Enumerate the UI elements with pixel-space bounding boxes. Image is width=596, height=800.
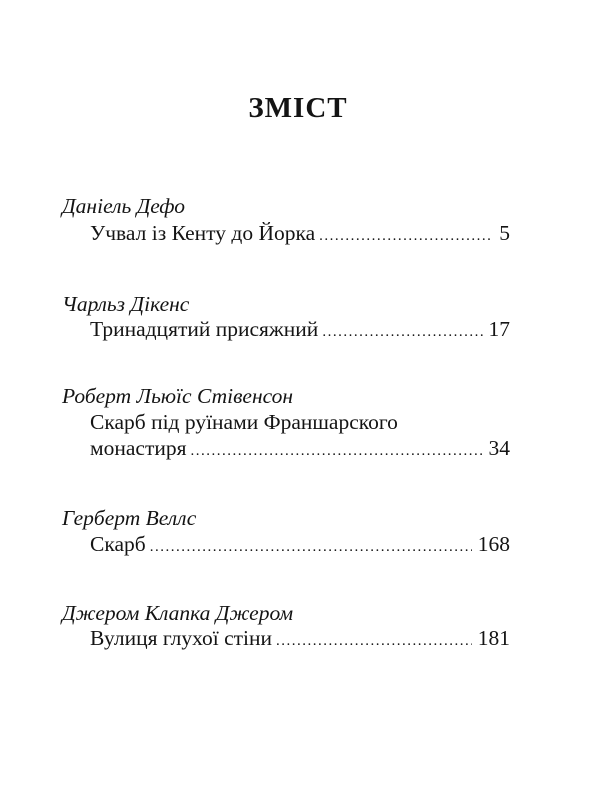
- page-number: 181: [477, 626, 510, 650]
- toc-line[interactable]: [90, 532, 510, 562]
- entry-author: Чарльз Дікенс: [62, 292, 190, 316]
- dot-leader: [191, 443, 483, 460]
- toc-line[interactable]: [90, 221, 510, 251]
- entry-author: Роберт Льюїс Стівенсон: [62, 384, 294, 408]
- page-number: 17: [488, 317, 510, 341]
- toc-line[interactable]: [90, 436, 510, 466]
- dot-leader: [319, 228, 493, 245]
- dot-leader: [322, 324, 482, 341]
- entry-author: Джером Клапка Джером: [62, 601, 294, 625]
- dot-leader: [150, 539, 472, 556]
- page-number: 34: [488, 436, 510, 460]
- dot-leader: [276, 633, 472, 650]
- entry-author: Даніель Дефо: [62, 194, 186, 218]
- entry-title: Вулиця глухої стіни: [90, 626, 273, 650]
- entry-title: Скарб: [90, 532, 146, 556]
- entry-title: монастиря: [90, 436, 187, 460]
- entry-title: Учвал із Кенту до Йорка: [90, 221, 316, 245]
- page-number: 5: [499, 221, 510, 245]
- entry-author: Герберт Веллс: [62, 506, 197, 530]
- page-number: 168: [477, 532, 510, 556]
- toc-line[interactable]: [90, 626, 510, 656]
- entry-title: Скарб під руїнами Франшарского: [90, 410, 398, 434]
- entry-title: Тринадцятий присяжний: [90, 317, 319, 341]
- contents-heading: ЗМІСТ: [248, 92, 348, 124]
- toc-line[interactable]: [90, 317, 510, 347]
